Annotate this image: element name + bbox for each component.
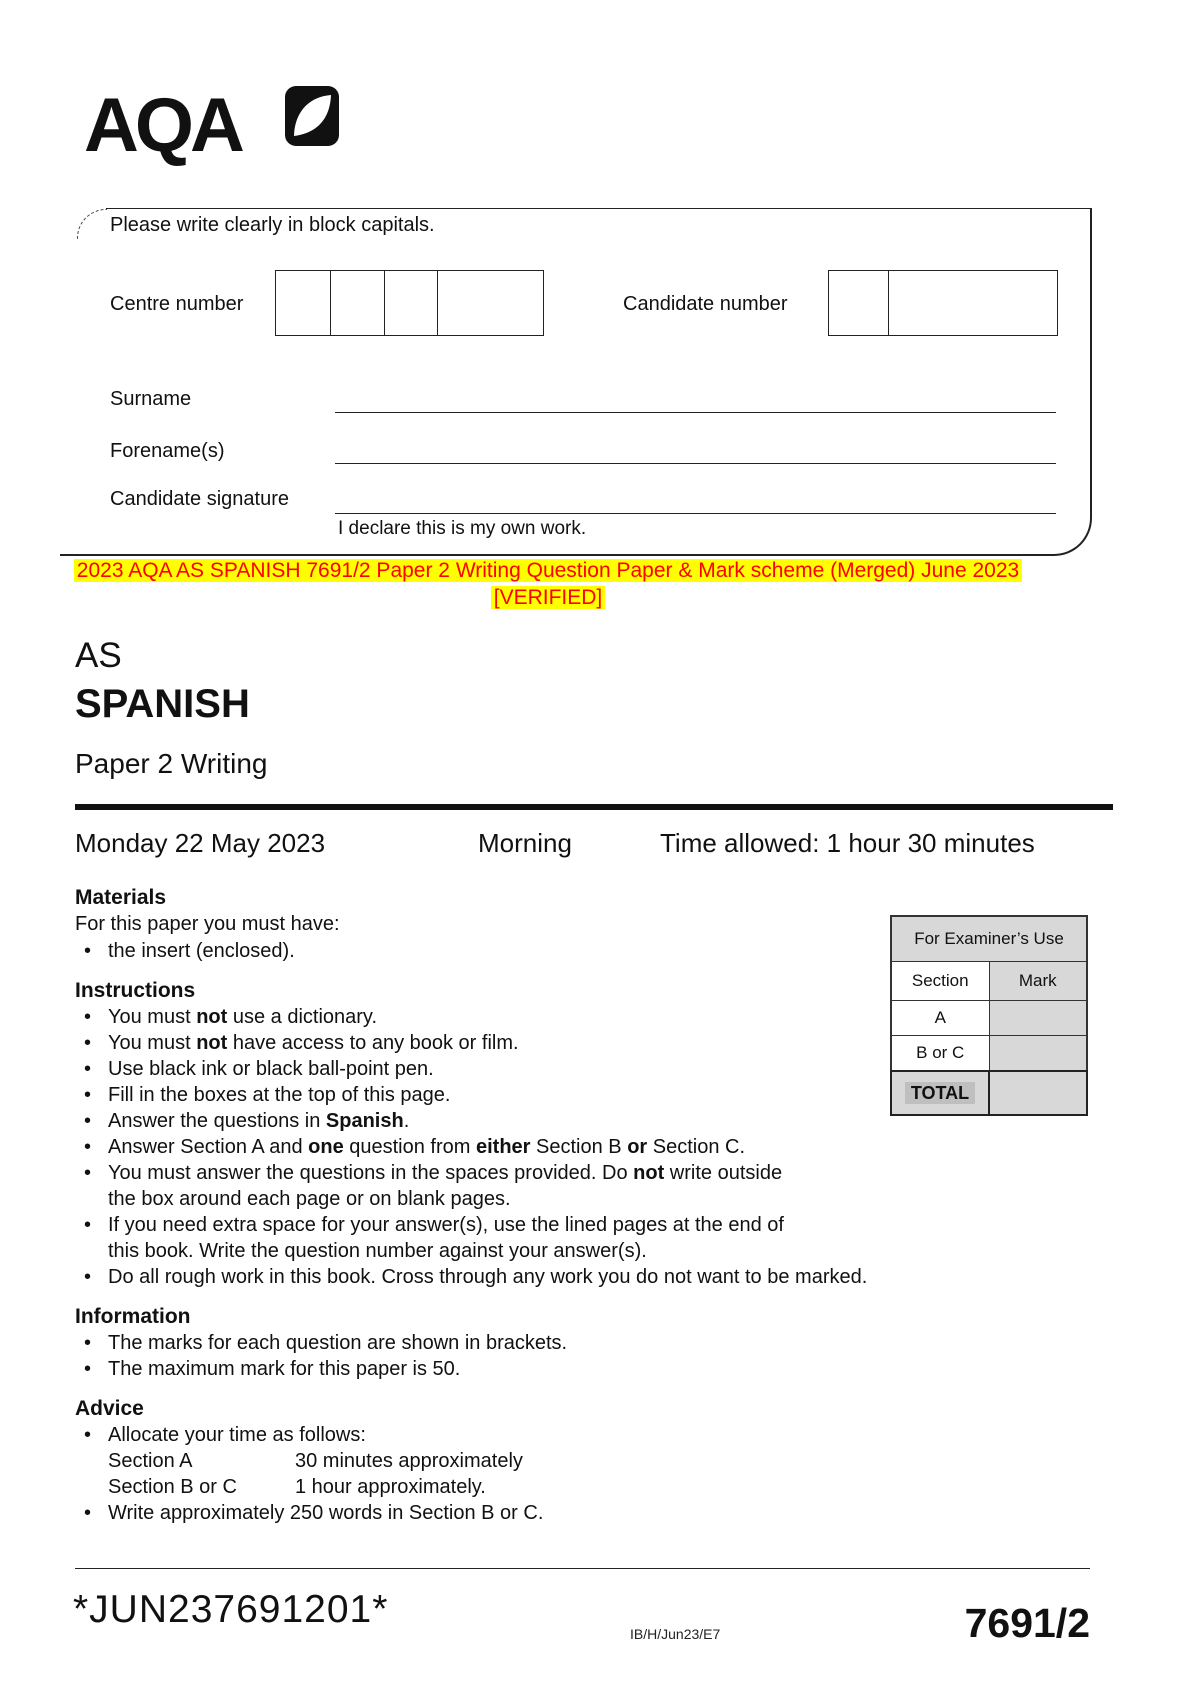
bullet-item: • The maximum mark for this paper is 50.	[84, 1358, 461, 1380]
candidate-number-cell	[889, 271, 1057, 335]
examiner-table-title: For Examiner’s Use	[891, 916, 1087, 962]
centre-number-boxes	[275, 270, 544, 336]
bullet-icon: •	[84, 1266, 92, 1288]
bullet-item: • Do all rough work in this book. Cross through any work you do not want to be marked.	[84, 1266, 868, 1288]
surname-label: Surname	[110, 388, 192, 410]
bullet-icon: •	[84, 1110, 92, 1132]
paper-code: 7691/2	[964, 1600, 1090, 1646]
candidate-number-cell	[829, 271, 889, 335]
signature-label: Candidate signature	[110, 488, 290, 510]
footer-rule	[75, 1568, 1090, 1569]
bullet-item: • You must not use a dictionary.	[84, 1006, 378, 1028]
subject-title: SPANISH	[75, 682, 250, 726]
bullet-icon: •	[84, 1058, 92, 1080]
examiner-total-mark-cell	[989, 1071, 1087, 1115]
exam-date: Monday 22 May 2023	[75, 828, 326, 858]
advice-time-line: Section B or C 1 hour approximately.	[108, 1476, 486, 1498]
aqa-logo-text: AQA	[84, 83, 241, 168]
bullet-item: • Use black ink or black ball-point pen.	[84, 1058, 434, 1080]
centre-number-cell	[438, 271, 543, 335]
surname-field	[335, 370, 1056, 413]
examiner-total-label: TOTAL	[891, 1071, 989, 1115]
bullet-item: • Answer the questions in Spanish.	[84, 1110, 410, 1132]
barcode-text: *JUN237691201*	[73, 1588, 389, 1631]
bullet-icon: •	[84, 1332, 92, 1354]
verified-banner	[40, 557, 1056, 611]
block-capitals-instruction: Please write clearly in block capitals.	[110, 214, 435, 236]
bullet-icon: •	[84, 1136, 92, 1158]
bullet-item: • the insert (enclosed).	[84, 940, 295, 962]
banner-line2: [VERIFIED]	[491, 586, 606, 609]
materials-heading: Materials	[75, 886, 167, 909]
bullet-icon: •	[84, 1214, 92, 1236]
bullet-item: • Allocate your time as follows: Section A 30 minutes approximately Section B or C 1 hour approximately.	[75, 1422, 920, 1500]
examiner-mark-cell	[989, 1001, 1087, 1036]
bullet-item: • Answer Section A and one question from either Section B or Section C.	[84, 1136, 746, 1158]
information-list	[75, 1330, 920, 1382]
examiner-mark-cell	[989, 1036, 1087, 1072]
forenames-field	[335, 422, 1056, 464]
bullet-icon: •	[84, 1032, 92, 1054]
bullet-icon: •	[84, 940, 92, 962]
instructions-list	[75, 1004, 920, 1290]
information-heading: Information	[75, 1305, 191, 1328]
forenames-label: Forename(s)	[110, 440, 225, 462]
front-page-notes	[75, 885, 920, 1526]
instructions-heading: Instructions	[75, 979, 196, 1002]
advice-heading: Advice	[75, 1397, 144, 1420]
examiner-mark-header: Mark	[989, 962, 1087, 1001]
bullet-item: • You must not have access to any book or film.	[84, 1032, 519, 1054]
reference-code: IB/H/Jun23/E7	[630, 1626, 721, 1642]
bullet-item: • Write approximately 250 words in Section B or C.	[84, 1502, 544, 1524]
candidate-number-label: Candidate number	[623, 293, 788, 315]
bullet-icon: •	[84, 1162, 92, 1184]
bullet-icon: •	[84, 1502, 92, 1524]
paper-title: Paper 2 Writing	[75, 748, 268, 779]
centre-number-cell	[385, 271, 438, 335]
centre-number-cell	[276, 271, 331, 335]
bullet-item: • Fill in the boxes at the top of this page.	[84, 1084, 451, 1106]
banner-line1: 2023 AQA AS SPANISH 7691/2 Paper 2 Writing Question Paper & Mark scheme (Merged) June 2023	[74, 559, 1022, 582]
centre-number-label: Centre number	[110, 293, 244, 315]
advice-list	[75, 1422, 920, 1526]
centre-number-cell	[331, 271, 384, 335]
bullet-item: • The marks for each question are shown in brackets.	[84, 1332, 568, 1354]
materials-intro: For this paper you must have:	[75, 913, 340, 935]
examiner-row-section-a: A	[891, 1001, 989, 1036]
bullet-icon: •	[84, 1084, 92, 1106]
qualification-level: AS	[75, 636, 122, 675]
bullet-icon: •	[84, 1006, 92, 1028]
materials-list	[75, 938, 920, 964]
examiner-section-header: Section	[891, 962, 989, 1001]
bullet-item: • You must answer the questions in the spaces provided. Do not write outside the box around each page or on blank pages.	[84, 1162, 783, 1210]
exam-session: Morning	[478, 828, 572, 858]
declaration-text: I declare this is my own work.	[338, 518, 587, 539]
candidate-box-top-border	[106, 208, 1090, 209]
bullet-item: • If you need extra space for your answer(s), use the lined pages at the end of this book. Write the question number against your answer(s).	[84, 1214, 784, 1262]
bullet-icon: •	[84, 1358, 92, 1380]
examiner-row-section-b-or-c: B or C	[891, 1036, 989, 1072]
aqa-leaf-icon	[285, 86, 339, 151]
title-rule	[75, 804, 1113, 810]
advice-time-line: Section A 30 minutes approximately	[108, 1450, 523, 1472]
time-allowed: Time allowed: 1 hour 30 minutes	[660, 828, 1035, 858]
bullet-icon: •	[84, 1424, 92, 1446]
candidate-number-boxes	[828, 270, 1058, 336]
signature-field	[335, 472, 1056, 514]
